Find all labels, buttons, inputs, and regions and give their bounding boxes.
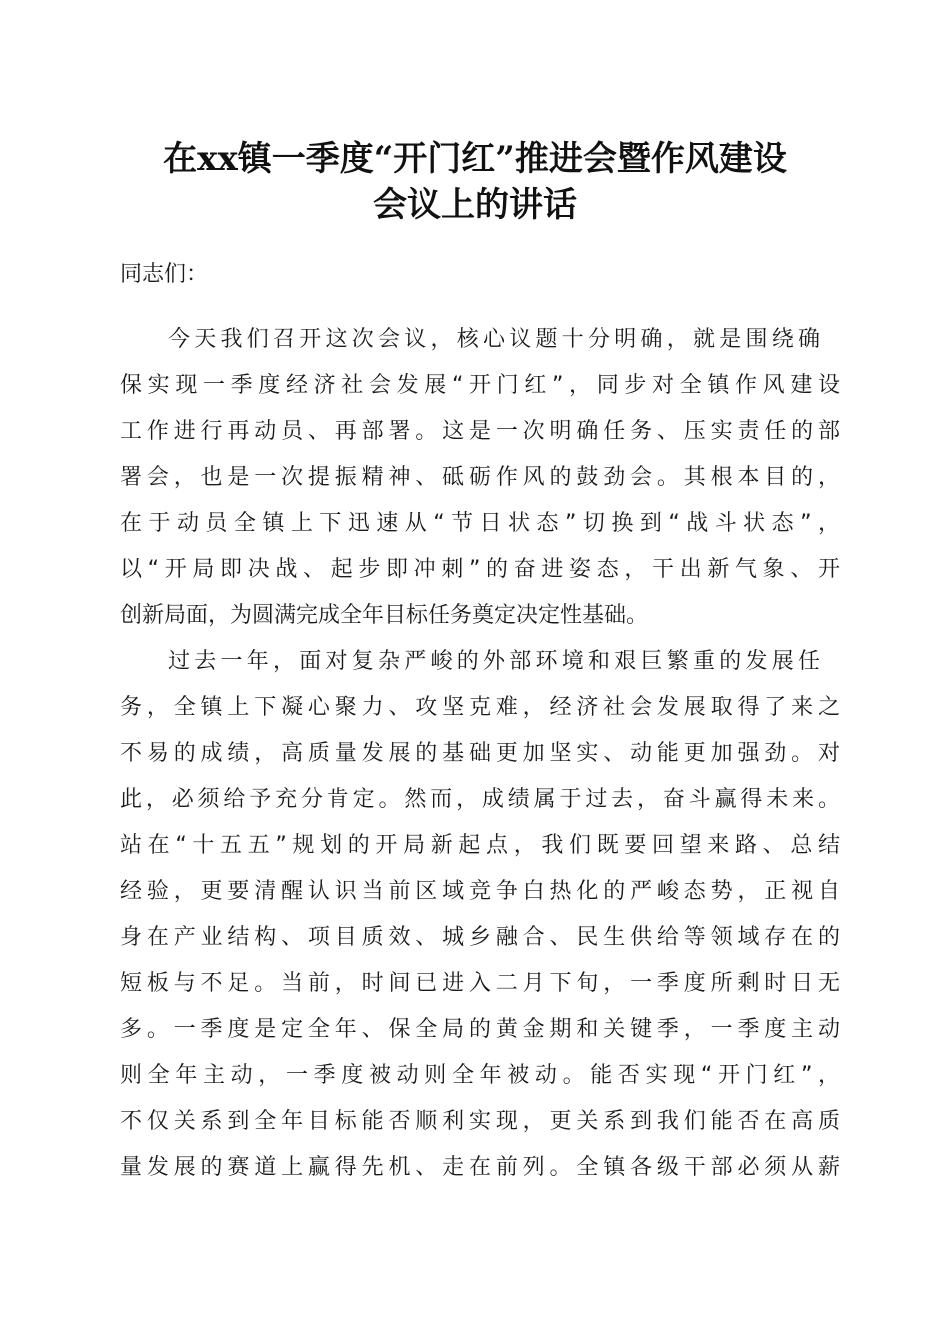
paragraph-line: 不易的成绩，高质量发展的基础更加坚实、动能更加强劲。对	[120, 741, 840, 766]
paragraph-line: 多。一季度是定全年、保全局的黄金期和关键季，一季度主动	[120, 1017, 840, 1042]
paragraph-line: 经验，更要清醒认识当前区域竞争白热化的严峻态势，正视自	[120, 879, 840, 904]
paragraph-line: 过去一年，面对复杂严峻的外部环境和艰巨繁重的发展任	[168, 649, 820, 674]
paragraph-line: 在于动员全镇上下迅速从“节日状态”切换到“战斗状态”，	[120, 511, 840, 536]
paragraph-line: 务，全镇上下凝心聚力、攻坚克难，经济社会发展取得了来之	[120, 695, 840, 720]
paragraph-line: 此，必须给予充分肯定。然而，成绩属于过去，奋斗赢得未来。	[120, 787, 840, 812]
paragraph-line: 保实现一季度经济社会发展“开门红”，同步对全镇作风建设	[120, 373, 840, 398]
paragraph-line: 工作进行再动员、再部署。这是一次明确任务、压实责任的部	[120, 419, 840, 444]
paragraph-line: 今天我们召开这次会议，核心议题十分明确，就是围绕确	[168, 327, 820, 352]
document-title-line-1: 在xx镇一季度“开门红”推进会暨作风建设	[163, 139, 787, 179]
paragraph-line: 署会，也是一次提振精神、砥砺作风的鼓劲会。其根本目的，	[120, 465, 840, 490]
document-title-line-2: 会议上的讲话	[373, 185, 577, 225]
salutation: 同志们：	[120, 262, 209, 287]
paragraph-line: 不仅关系到全年目标能否顺利实现，更关系到我们能否在高质	[120, 1109, 840, 1134]
paragraph-line: 短板与不足。当前，时间已进入二月下旬，一季度所剩时日无	[120, 971, 840, 996]
paragraph-line: 则全年主动，一季度被动则全年被动。能否实现“开门红”，	[120, 1063, 840, 1088]
paragraph-line: 量发展的赛道上赢得先机、走在前列。全镇各级干部必须从薪	[120, 1155, 840, 1180]
paragraph-line: 创新局面，为圆满完成全年目标任务奠定决定性基础。	[120, 603, 649, 628]
paragraph-line: 站在“十五五”规划的开局新起点，我们既要回望来路、总结	[120, 833, 840, 858]
paragraph-line: 以“开局即决战、起步即冲刺”的奋进姿态，干出新气象、开	[120, 557, 840, 582]
paragraph-line: 身在产业结构、项目质效、城乡融合、民生供给等领域存在的	[120, 925, 840, 950]
